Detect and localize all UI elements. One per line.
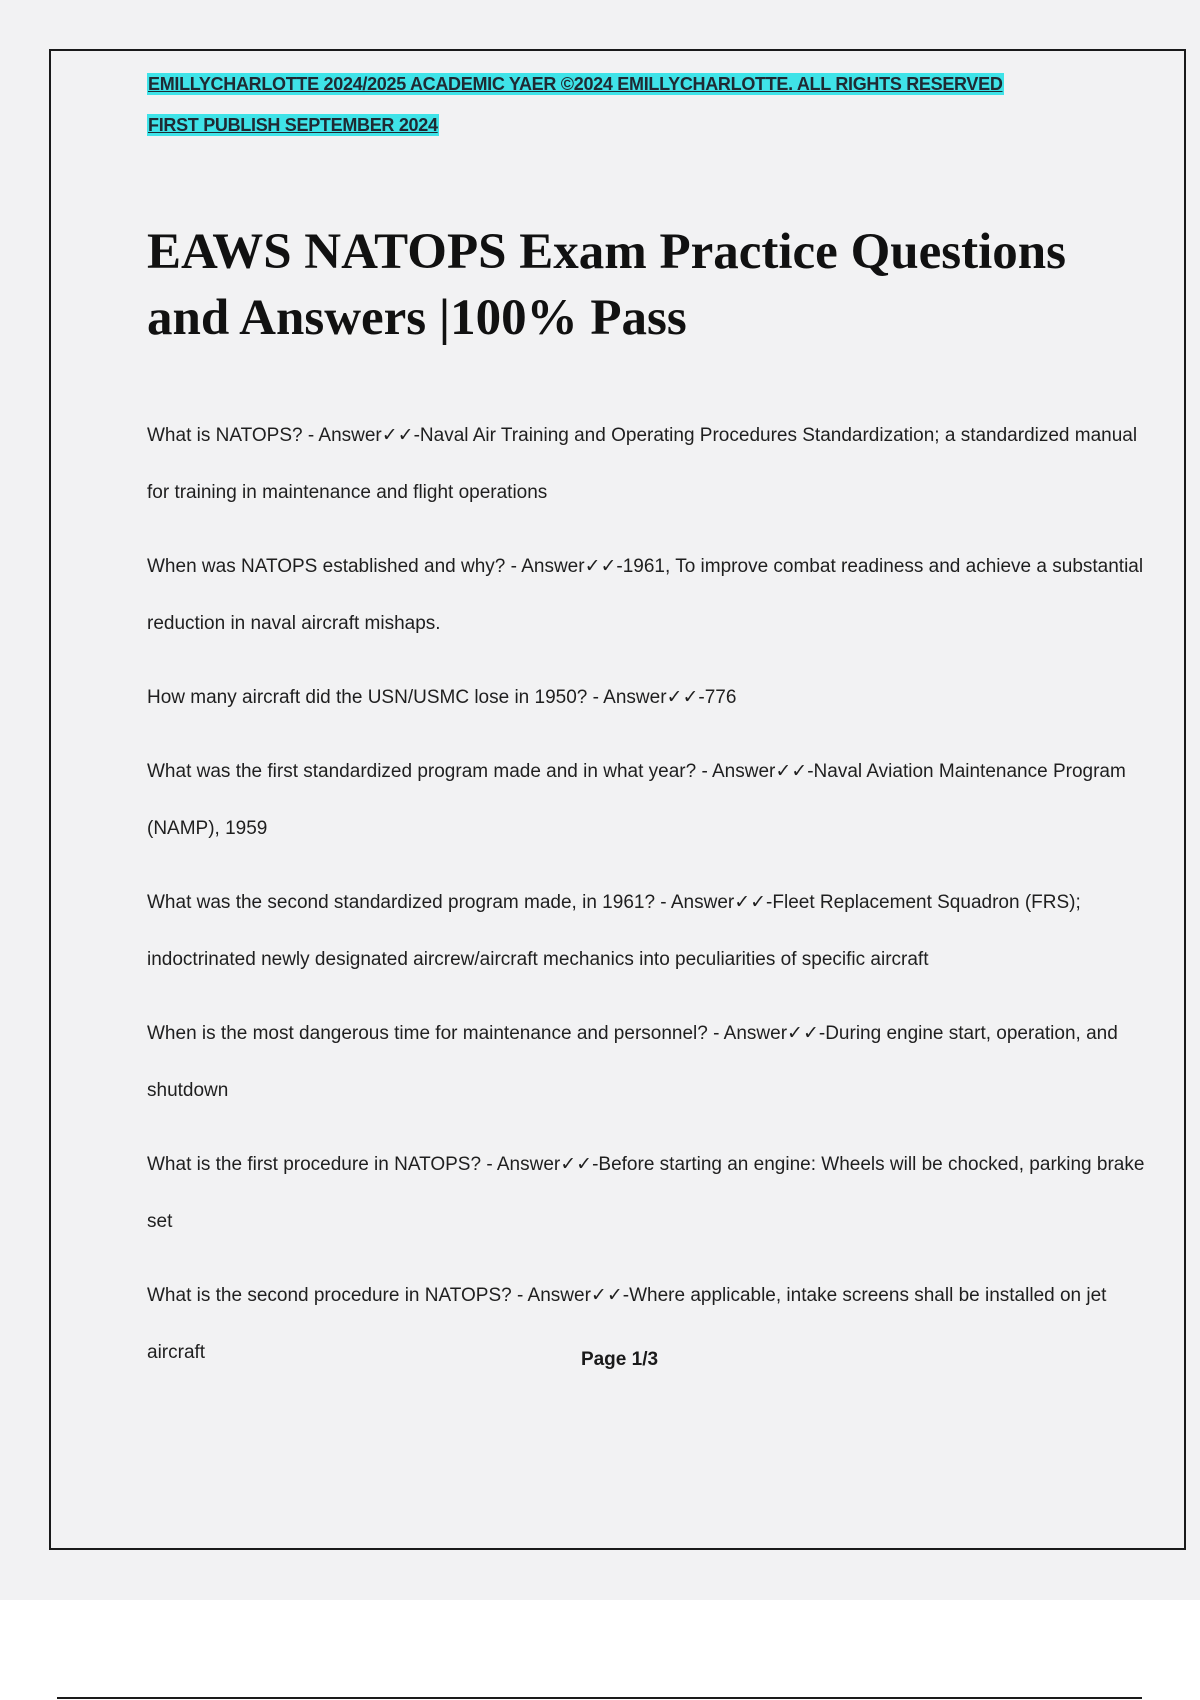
answer-text: ✓✓-During engine start, operation, and shutdown <box>147 1023 1118 1101</box>
qa-item <box>147 407 1147 521</box>
question-text: When is the most dangerous time for maintenance and personnel? - Answer <box>147 1023 788 1044</box>
question-text: How many aircraft did the USN/USMC lose in 1950? - Answer <box>147 687 667 708</box>
answer-text: ✓✓-Before starting an engine: Wheels will be chocked, parking brake set <box>147 1154 1145 1232</box>
answer-text: ✓✓-Naval Aviation Maintenance Program (NAMP), 1959 <box>147 761 1126 839</box>
question-text: What is NATOPS? - Answer <box>147 425 382 446</box>
answer-text: ✓✓-1961, To improve combat readiness and achieve a substantial reduction in naval aircraft mishaps. <box>147 556 1144 634</box>
qa-item <box>147 538 1147 652</box>
answer-text: ✓✓-Where applicable, intake screens shall be installed on jet aircraft <box>147 1285 1107 1363</box>
document-title: EAWS NATOPS Exam Practice Questions and Answers |100% Pass <box>147 224 1066 346</box>
question-text: What is the first procedure in NATOPS? - Answer <box>147 1154 561 1175</box>
answer-text: ✓✓-Naval Air Training and Operating Procedures Standardization; a standardized manual for training in maintenance and flight operations <box>147 425 1138 503</box>
qa-item <box>147 1136 1147 1250</box>
next-page-divider <box>57 1697 1142 1699</box>
qa-item <box>147 669 1147 726</box>
question-text: When was NATOPS established and why? - Answer <box>147 556 585 577</box>
publish-date-line: FIRST PUBLISH SEPTEMBER 2024 <box>148 115 438 135</box>
answer-text: ✓✓-Fleet Replacement Squadron (FRS); indoctrinated newly designated aircrew/aircraft mechanics into peculiarities of specific aircraft <box>147 892 1081 970</box>
document-page <box>49 49 1186 1550</box>
question-text: What is the second procedure in NATOPS? - Answer <box>147 1285 591 1306</box>
qa-item <box>147 874 1147 988</box>
copyright-line: EMILLYCHARLOTTE 2024/2025 ACADEMIC YAER ©2024 EMILLYCHARLOTTE. ALL RIGHTS RESERVED <box>148 74 1003 94</box>
question-text: What was the second standardized program made, in 1961? - Answer <box>147 892 735 913</box>
qa-list <box>147 407 1147 1398</box>
page-number: Page 1/3 <box>580 1349 659 1370</box>
copyright-header <box>147 73 1147 155</box>
question-text: What was the first standardized program made and in what year? - Answer <box>147 761 776 782</box>
qa-item <box>147 743 1147 857</box>
answer-text: ✓✓-776 <box>666 687 737 708</box>
qa-item <box>147 1005 1147 1119</box>
